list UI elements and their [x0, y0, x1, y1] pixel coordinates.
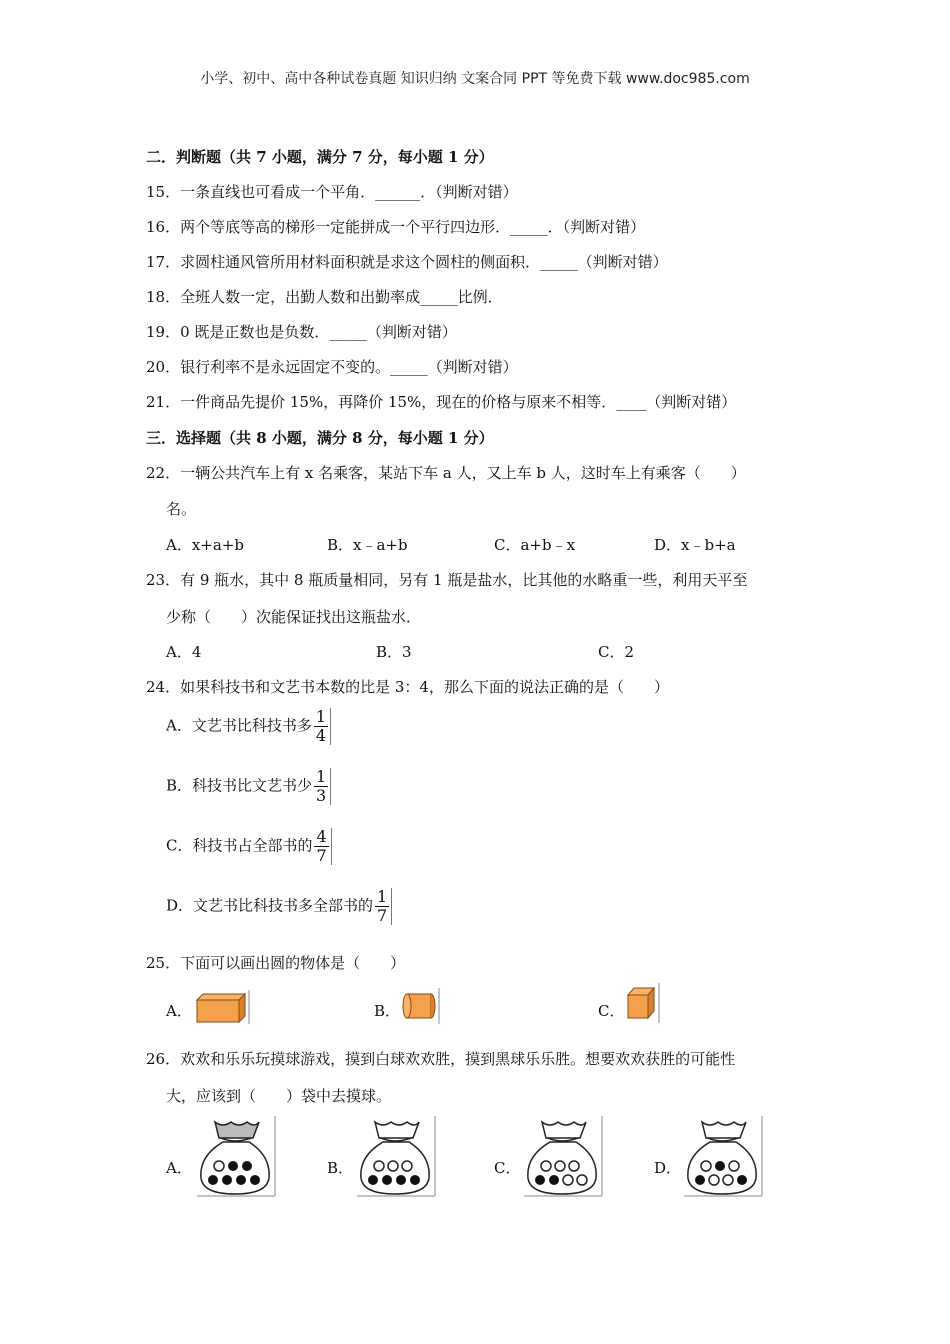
cube-icon: [624, 983, 662, 1023]
question-22-line2: 名。: [166, 500, 197, 518]
q24-option-c-fraction: [314, 828, 331, 865]
q24-option-d-fraction: [375, 888, 392, 925]
ball-bag-c-icon: [520, 1116, 604, 1198]
question-19: 19．0 既是正数也是负数．_____（判断对错）: [146, 323, 457, 341]
fraction-denominator: 7: [316, 846, 327, 865]
q22-option-d: D．x﹣b+a: [654, 536, 736, 554]
q24-option-d: [166, 888, 392, 925]
fraction-denominator: 7: [377, 906, 388, 925]
q23-option-a: A．4: [166, 643, 202, 661]
q24-option-b-fraction: [314, 768, 331, 805]
question-17: 17．求圆柱通风管所用材料面积就是求这个圆柱的侧面积．_____（判断对错）: [146, 253, 668, 271]
q22-option-c: C．a+b﹣x: [494, 536, 576, 554]
q23-option-c: C．2: [598, 643, 635, 661]
question-18: 18．全班人数一定，出勤人数和出勤率成_____比例．: [146, 288, 503, 306]
q22-option-b: B．x﹣a+b: [327, 536, 408, 554]
q24-option-c-text: C．科技书占全部书的: [166, 836, 313, 855]
question-21: 21．一件商品先提价 15%，再降价 15%，现在的价格与原来不相等．____（判断对错）: [146, 393, 737, 411]
fraction-numerator: 1: [377, 887, 388, 906]
question-16: 16．两个等底等高的梯形一定能拼成一个平行四边形．_____．（判断对错）: [146, 218, 646, 236]
question-22-line1: 22．一辆公共汽车上有 x 名乘客，某站下车 a 人，又上车 b 人，这时车上有乘客（ ）: [146, 464, 746, 482]
q23-option-b: B．3: [376, 643, 412, 661]
question-26-line2: 大，应该到（ ）袋中去摸球。: [166, 1087, 392, 1105]
question-23-line2: 少称（ ）次能保证找出这瓶盐水．: [166, 608, 422, 626]
question-25-line1: 25．下面可以画出圆的物体是（ ）: [146, 954, 406, 972]
q24-option-c: [166, 828, 332, 865]
question-20: 20．银行利率不是永远固定不变的。_____（判断对错）: [146, 358, 518, 376]
q24-option-a-fraction: [314, 708, 331, 745]
q24-option-a-text: A．文艺书比科技书多: [166, 716, 312, 735]
q26-option-d-label: D．: [654, 1159, 682, 1177]
cuboid-icon: [193, 990, 251, 1024]
page-header: 小学、初中、高中各种试卷真题 知识归纳 文案合同 PPT 等免费下载 www.doc985.com: [200, 71, 750, 87]
section-3-title: 三．选择题（共 8 小题，满分 8 分，每小题 1 分）: [146, 429, 494, 447]
q24-option-d-text: D．文艺书比科技书多全部书的: [166, 896, 374, 915]
q24-option-b: [166, 768, 331, 805]
fraction-denominator: 4: [315, 726, 327, 745]
q25-option-c-label: C．: [598, 1002, 625, 1020]
q26-option-b-label: B．: [327, 1159, 354, 1177]
fraction-numerator: 1: [315, 707, 327, 726]
ball-bag-a-icon: [193, 1116, 277, 1198]
q26-option-a-label: A．: [166, 1159, 192, 1177]
q25-option-a-label: A．: [166, 1002, 192, 1020]
q26-option-c-label: C．: [494, 1159, 521, 1177]
q24-option-a: [166, 708, 331, 745]
q25-option-b-label: B．: [374, 1002, 401, 1020]
question-23-line1: 23．有 9 瓶水，其中 8 瓶质量相同，另有 1 瓶是盐水，比其他的水略重一些，利用天平至: [146, 571, 748, 589]
ball-bag-d-icon: [680, 1116, 764, 1198]
question-26-line1: 26．欢欢和乐乐玩摸球游戏，摸到白球欢欢胜，摸到黑球乐乐胜。想要欢欢获胜的可能性: [146, 1050, 736, 1068]
section-2-title: 二．判断题（共 7 小题，满分 7 分，每小题 1 分）: [146, 148, 494, 166]
fraction-denominator: 3: [316, 786, 327, 805]
fraction-numerator: 4: [316, 827, 327, 846]
cylinder-icon: [401, 988, 441, 1024]
fraction-numerator: 1: [316, 767, 327, 786]
question-15: 15．一条直线也可看成一个平角．______．（判断对错）: [146, 183, 518, 201]
ball-bag-b-icon: [353, 1116, 437, 1198]
q22-option-a: A．x+a+b: [166, 536, 244, 554]
q24-option-b-text: B．科技书比文艺书少: [166, 776, 313, 795]
question-24-line1: 24．如果科技书和文艺书本数的比是 3：4，那么下面的说法正确的是（ ）: [146, 678, 669, 696]
